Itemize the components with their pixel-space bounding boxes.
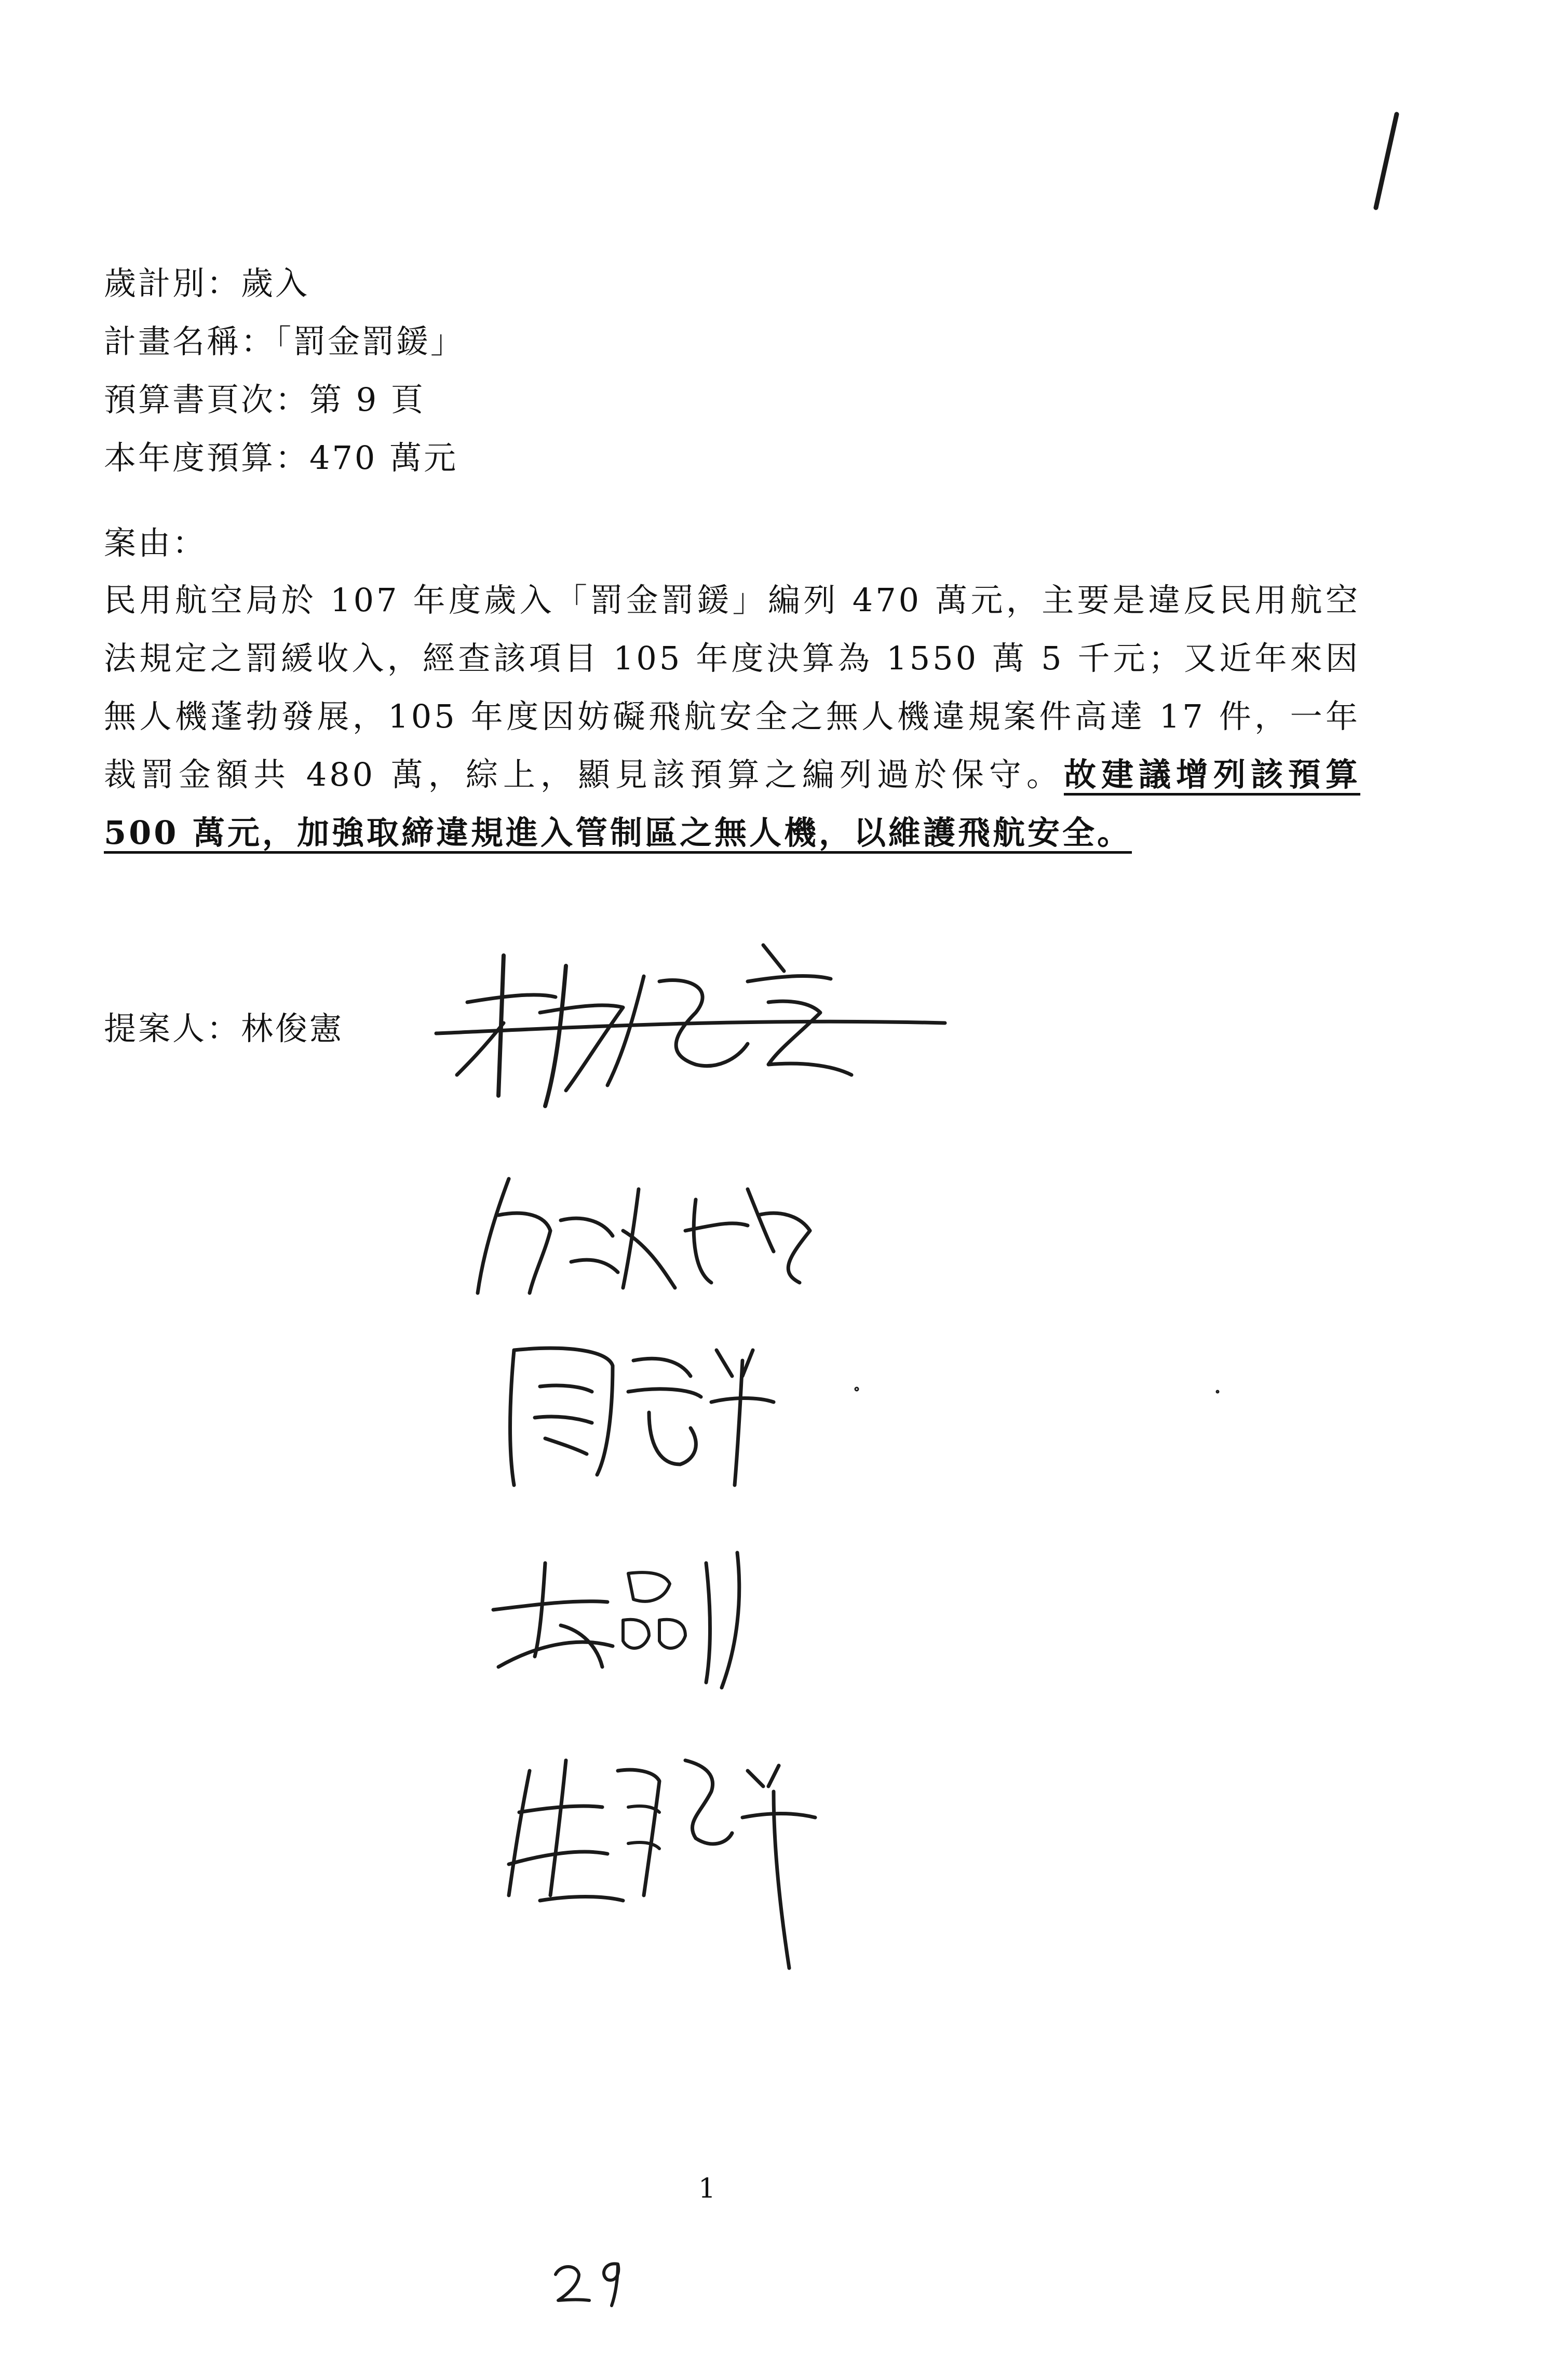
reason-text: 民用航空局於 107 年度歲入「罰金罰鍰」編列 470 萬元，主要是違反民用航空法規定之罰緩收入，經查該項目 105 年度決算為 1550 萬 5 千元；又近年來因無人機蓬勃發展，105 年度因妨礙飛航安全之無人機違規案件高達 17 件，一年裁罰金額共 480 萬，綜上，顯見該預算之編列過於保守。 xyxy=(104,581,1360,793)
reason-recommendation: 故建議增列該預算 500 萬元，加強取締違規進入管制區之無人機，以維護飛航安全。 xyxy=(104,756,1360,852)
proposer-line xyxy=(104,1000,344,1058)
signature-2 xyxy=(467,1158,831,1314)
scan-speck xyxy=(851,1384,862,1394)
reason-paragraph xyxy=(104,571,1360,862)
field-budget-page: 預算書頁次：第 9 頁 xyxy=(104,381,425,419)
signature-1 xyxy=(426,924,955,1122)
handwritten-bottom-number xyxy=(550,2248,633,2311)
field-plan-name: 計畫名稱：「罰金罰鍰」 xyxy=(104,322,465,360)
field-fiscal-category: 歲計別：歲入 xyxy=(104,264,310,302)
signature-4 xyxy=(478,1532,800,1698)
signature-3 xyxy=(493,1329,784,1501)
budget-metadata xyxy=(104,254,465,487)
signature-5 xyxy=(498,1729,841,1978)
handwritten-corner-mark xyxy=(1340,104,1423,228)
scan-speck xyxy=(1212,1386,1223,1397)
reason-heading: 案由： xyxy=(104,524,207,562)
page-number: 1 xyxy=(698,2173,716,2204)
field-annual-budget: 本年度預算：470 萬元 xyxy=(104,439,458,477)
proposer-name: 林俊憲 xyxy=(241,1009,344,1047)
proposer-label: 提案人： xyxy=(104,1009,241,1047)
